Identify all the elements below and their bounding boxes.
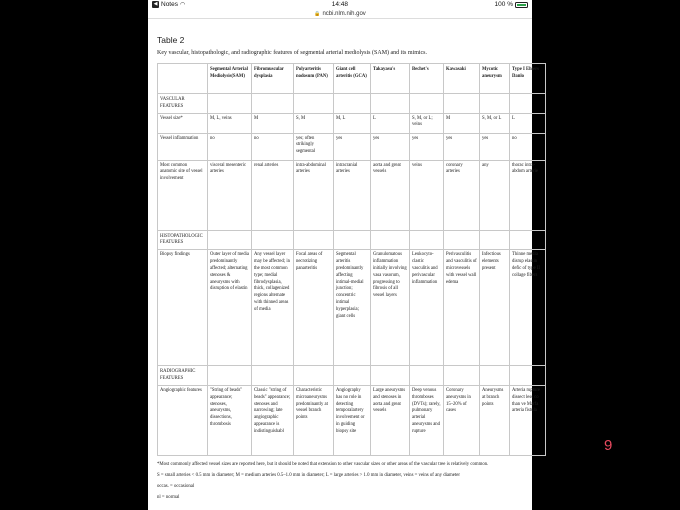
table-cell: any bbox=[480, 160, 510, 230]
table-cell: L bbox=[371, 113, 410, 133]
row-label: Biopsy findings bbox=[158, 250, 208, 366]
header-row bbox=[158, 64, 546, 94]
url-text[interactable]: ncbi.nlm.nih.gov bbox=[322, 10, 366, 17]
table-title: Table 2 bbox=[157, 35, 185, 45]
table-cell: Angiography has no role in detecting temporalartery involvement or in guiding biopsy site bbox=[334, 385, 371, 455]
table-cell: S, M bbox=[294, 113, 334, 133]
footnote: *Most commonly affected vessel sizes are reported here, but it should be noted that extension to other vascular sizes or other areas of the vascular tree is relatively common. bbox=[157, 461, 489, 467]
status-bar bbox=[148, 0, 532, 9]
table-cell: Classic "string of beads" appearance; stenoses and narrowing; late angiographic appearance is indistinguishabl bbox=[252, 385, 294, 455]
table-cell: Aneurysms at branch points bbox=[480, 385, 510, 455]
table-cell: Coronary aneurysms in 15–20% of cases bbox=[444, 385, 480, 455]
table-cell: coronary arteries bbox=[444, 160, 480, 230]
table-cell: no bbox=[252, 133, 294, 160]
table-cell: Deep venous thromboses (DVTs); rarely, pulmonary arterial aneurysms and rupture bbox=[410, 385, 444, 455]
table-cell: yes bbox=[371, 133, 410, 160]
table-cell: S, M, or L; veins bbox=[410, 113, 444, 133]
table-cell: Thinne media disrup elastin defic of type II collage fibers bbox=[510, 250, 546, 366]
table-cell: M, L bbox=[334, 113, 371, 133]
section-row bbox=[158, 366, 546, 386]
battery-icon bbox=[515, 2, 528, 8]
section-row bbox=[158, 230, 546, 250]
header-cell: Bechet's bbox=[410, 64, 444, 94]
header-cell: Kawasaki bbox=[444, 64, 480, 94]
table-cell: Segmental arteritis predominantly affecting intimal-medial junction; concentric intimal hyperplasia; giant cells bbox=[334, 250, 371, 366]
table-cell: Large aneurysms and stenoses in aorta and great vessels bbox=[371, 385, 410, 455]
row-label: Angiographic features bbox=[158, 385, 208, 455]
header-cell: Polyarteritis nodosum (PAN) bbox=[294, 64, 334, 94]
section-label: VASCULAR FEATURES bbox=[158, 94, 208, 114]
footnote: S = small arteries < 0.5 mm in diameter; M = medium arteries 0.5–1.0 mm in diameter; L = large arteries > 1.0 mm in diameter, veins = veins of any diameter bbox=[157, 472, 460, 478]
table-cell: yes bbox=[334, 133, 371, 160]
section-label: HISTOPATHOLOGICFEATURES bbox=[158, 230, 208, 250]
footnote: occas. = occasional bbox=[157, 483, 195, 489]
section-label: RADIOGRAPHIC FEATURES bbox=[158, 366, 208, 386]
table-cell: Leukocyto-clastic vasculitis and perivascular inflammation bbox=[410, 250, 444, 366]
table-cell: M, L, veins bbox=[208, 113, 252, 133]
header-cell: Giant cell arteritis (GCA) bbox=[334, 64, 371, 94]
table-cell: thorac intra-abdom arterie bbox=[510, 160, 546, 230]
table-cell: Granulomatous inflammation initially involving vasa vasorum, progressing to fibrosis of all vessel layers bbox=[371, 250, 410, 366]
table-cell: intra-abdominal arteries bbox=[294, 160, 334, 230]
header-cell: Takayasu's bbox=[371, 64, 410, 94]
table-cell: visceral mesenteric arteries bbox=[208, 160, 252, 230]
article-content bbox=[148, 19, 540, 502]
header-cell bbox=[158, 64, 208, 94]
table-cell: intracranial arteries bbox=[334, 160, 371, 230]
table-cell: L bbox=[510, 113, 546, 133]
table-cell: Perivasculitis and vasculitis of microvessels with vessel wall edema bbox=[444, 250, 480, 366]
table-cell: veins bbox=[410, 160, 444, 230]
header-cell: Mycotic aneurysm bbox=[480, 64, 510, 94]
header-cell: Type I Ehlers Danlo bbox=[510, 64, 546, 94]
browser-page bbox=[148, 0, 540, 510]
table-cell: yes; often strikingly segmental bbox=[294, 133, 334, 160]
table-cell: Arteria rupture dissect less co than ve Marfa arteria fistula bbox=[510, 385, 546, 455]
table-row bbox=[158, 160, 546, 230]
features-table bbox=[157, 63, 546, 456]
table-cell: no bbox=[208, 133, 252, 160]
table-cell: no bbox=[510, 133, 546, 160]
page-number: 9 bbox=[604, 437, 613, 454]
table-cell: yes bbox=[410, 133, 444, 160]
battery-percent: 100 % bbox=[494, 1, 513, 8]
table-cell: M bbox=[252, 113, 294, 133]
table-row bbox=[158, 113, 546, 133]
section-row bbox=[158, 94, 546, 114]
table-cell: M bbox=[444, 113, 480, 133]
table-cell: S, M, or L bbox=[480, 113, 510, 133]
row-label: Vessel inflammation bbox=[158, 133, 208, 160]
row-label: Most common anatomic site of vessel involvement bbox=[158, 160, 208, 230]
footnote: nl = normal bbox=[157, 494, 180, 500]
table-cell: yes bbox=[444, 133, 480, 160]
table-cell: Characteristic microaneurysms predominantly at vessel branch points bbox=[294, 385, 334, 455]
header-cell: Fibromuscular dysplasia bbox=[252, 64, 294, 94]
table-row bbox=[158, 385, 546, 455]
row-label: Vessel size* bbox=[158, 113, 208, 133]
table-cell: yes bbox=[480, 133, 510, 160]
table-footnotes bbox=[157, 462, 524, 502]
table-caption: Key vascular, histopathologic, and radiographic features of segmental arterial mediolysis (SAM) and its mimics. bbox=[157, 50, 428, 56]
back-to-app-icon[interactable]: ◀ bbox=[153, 1, 158, 7]
address-bar[interactable] bbox=[148, 9, 532, 19]
table-cell: renal arteries bbox=[252, 160, 294, 230]
table-scroll-area[interactable] bbox=[157, 63, 540, 456]
wifi-icon: ◠ bbox=[179, 2, 186, 8]
table-cell: Outer layer of media predominantly affected; alternating stenoses & aneurysms with disruption of elastin bbox=[208, 250, 252, 366]
table-cell: Infectious elements present bbox=[480, 250, 510, 366]
back-app-label[interactable]: Notes bbox=[161, 1, 178, 8]
header-cell: Segmental Arterial Mediolysis(SAM) bbox=[208, 64, 252, 94]
table-cell: aorta and great vessels bbox=[371, 160, 410, 230]
table-row bbox=[158, 133, 546, 160]
table-cell: Focal areas of necrotizing panarteritis bbox=[294, 250, 334, 366]
table-cell: Any vessel layer may be affected; in the most common type; medial fibrodysplasia, thick, collagenized regions alternate with thinned areas of media bbox=[252, 250, 294, 366]
table-cell: "String of beads" appearance; stenoses, aneurysms, dissections, thrombosis bbox=[208, 385, 252, 455]
clock: 14:48 bbox=[331, 1, 349, 8]
lock-icon: 🔒 bbox=[314, 10, 321, 17]
table-row bbox=[158, 250, 546, 366]
